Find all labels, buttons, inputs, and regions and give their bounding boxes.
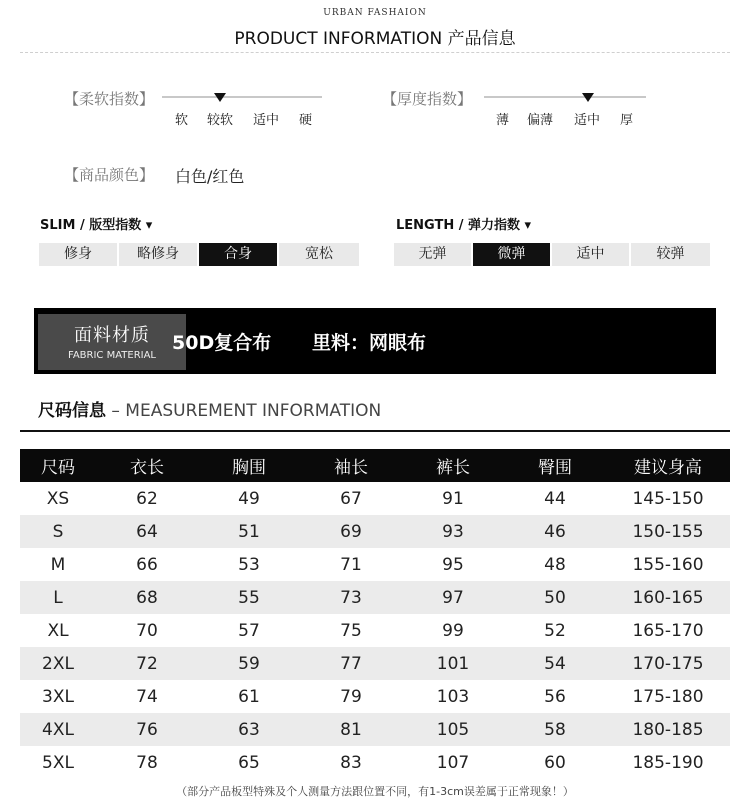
size-table [20,449,730,779]
table-cell: 107 [436,752,470,773]
column-header: 尺码 [20,449,96,482]
table-cell: 62 [136,488,158,509]
table-cell: 59 [198,647,300,680]
thickness-scale-line [484,96,646,98]
fit-option: 修身 [39,243,117,266]
table-row [20,746,730,779]
table-cell: 165-170 [632,620,704,641]
color-value: 白色/红色 [175,167,245,186]
size-title-cn: 尺码信息 [38,401,106,421]
elasticity-option: 无弹 [394,243,471,266]
size-table-header [20,449,730,482]
column-header: 臀围 [504,449,606,482]
fit-option-selected: 合身 [199,243,277,266]
table-cell: L [20,581,96,614]
table-cell: 73 [300,581,402,614]
elasticity-index-options [394,243,710,266]
thickness-option: 薄 [496,113,510,128]
size-section-title [38,396,381,421]
table-cell: 56 [544,686,566,707]
column-header: 胸围 [198,449,300,482]
table-cell: 69 [300,515,402,548]
divider [20,52,730,53]
table-cell: 50 [504,581,606,614]
column-header: 裤长 [402,449,504,482]
color-label: 【商品颜色】 [64,166,155,184]
table-cell: 46 [504,515,606,548]
elasticity-option-selected: 微弹 [473,243,550,266]
table-cell: 53 [238,554,260,575]
size-title-en: – MEASUREMENT INFORMATION [106,401,382,421]
table-cell: 79 [340,686,362,707]
table-cell: 97 [402,581,504,614]
table-cell: 155-160 [632,554,704,575]
table-cell: 70 [136,620,158,641]
table-cell: 44 [544,488,566,509]
table-cell: 51 [198,515,300,548]
table-cell: 75 [340,620,362,641]
table-cell: 54 [504,647,606,680]
brand-name: URBAN FASHAION [323,8,427,18]
table-cell: 55 [198,581,300,614]
table-cell: 78 [136,752,158,773]
table-cell: 83 [340,752,362,773]
fit-index-options [39,243,359,266]
fit-index-title: SLIM / 版型指数 ▾ [40,218,153,233]
softness-option: 适中 [253,113,280,128]
thickness-option: 偏薄 [527,113,554,128]
table-cell: 180-185 [606,713,730,746]
softness-option: 较软 [207,113,234,128]
table-row [20,647,730,680]
softness-label: 【柔软指数】 [64,90,155,108]
softness-scale-line [162,96,322,98]
fabric-label-en: FABRIC MATERIAL [67,350,157,361]
elasticity-index-title: LENGTH / 弹力指数 ▾ [396,218,532,233]
softness-marker-icon [214,93,226,102]
table-cell: 2XL [20,647,96,680]
table-cell: 145-150 [632,488,704,509]
table-cell: 99 [442,620,464,641]
table-cell: 49 [238,488,260,509]
footnote: （部分产品板型特殊及个人测量方法跟位置不同，有1-3cm误差属于正常现象！） [176,785,574,798]
table-cell: 68 [96,581,198,614]
fabric-lining: 里料：网眼布 [312,332,427,354]
table-cell: 77 [300,647,402,680]
column-header: 建议身高 [606,449,730,482]
table-cell: 74 [136,686,158,707]
table-cell: 57 [238,620,260,641]
table-cell: 160-165 [606,581,730,614]
fabric-label-cn: 面料材质 [74,325,150,346]
table-cell: 76 [96,713,198,746]
thickness-option: 适中 [574,113,601,128]
table-cell: 105 [402,713,504,746]
table-cell: 5XL [42,752,74,773]
page-title: PRODUCT INFORMATION 产品信息 [234,29,516,49]
thickness-marker-icon [582,93,594,102]
table-cell: S [20,515,96,548]
table-cell: 4XL [20,713,96,746]
table-row [20,713,730,746]
table-cell: 81 [300,713,402,746]
softness-option: 硬 [299,113,313,128]
table-cell: 93 [402,515,504,548]
table-row [20,515,730,548]
table-cell: 61 [238,686,260,707]
table-cell: 175-180 [632,686,704,707]
column-header: 袖长 [300,449,402,482]
table-cell: 60 [544,752,566,773]
table-cell: 58 [504,713,606,746]
table-cell: 64 [96,515,198,548]
table-cell: XL [47,620,69,641]
fit-option: 宽松 [279,243,359,266]
table-cell: 95 [442,554,464,575]
table-cell: 170-175 [606,647,730,680]
table-cell: 71 [340,554,362,575]
size-divider [20,430,730,432]
table-cell: XS [46,488,70,509]
table-cell: 150-155 [606,515,730,548]
column-header: 衣长 [96,449,198,482]
thickness-option: 厚 [620,113,634,128]
table-row [20,614,730,647]
table-cell: 66 [136,554,158,575]
fit-option: 略修身 [119,243,197,266]
fabric-label-box [38,314,186,370]
table-cell: 67 [340,488,362,509]
table-cell: 185-190 [632,752,704,773]
fabric-banner [34,308,716,374]
table-cell: 65 [238,752,260,773]
table-row [20,548,730,581]
table-row [20,482,730,515]
table-row [20,581,730,614]
table-cell: 103 [436,686,470,707]
thickness-label: 【厚度指数】 [382,90,473,108]
table-cell: 63 [198,713,300,746]
elasticity-option: 较弹 [631,243,710,266]
table-cell: 3XL [42,686,74,707]
softness-option: 软 [175,113,189,128]
table-cell: 72 [96,647,198,680]
table-row [20,680,730,713]
table-cell: 91 [442,488,464,509]
table-cell: 52 [544,620,566,641]
table-cell: 101 [402,647,504,680]
table-cell: M [50,554,66,575]
fabric-material: 50D复合布 [172,332,272,354]
table-cell: 48 [544,554,566,575]
elasticity-option: 适中 [552,243,629,266]
